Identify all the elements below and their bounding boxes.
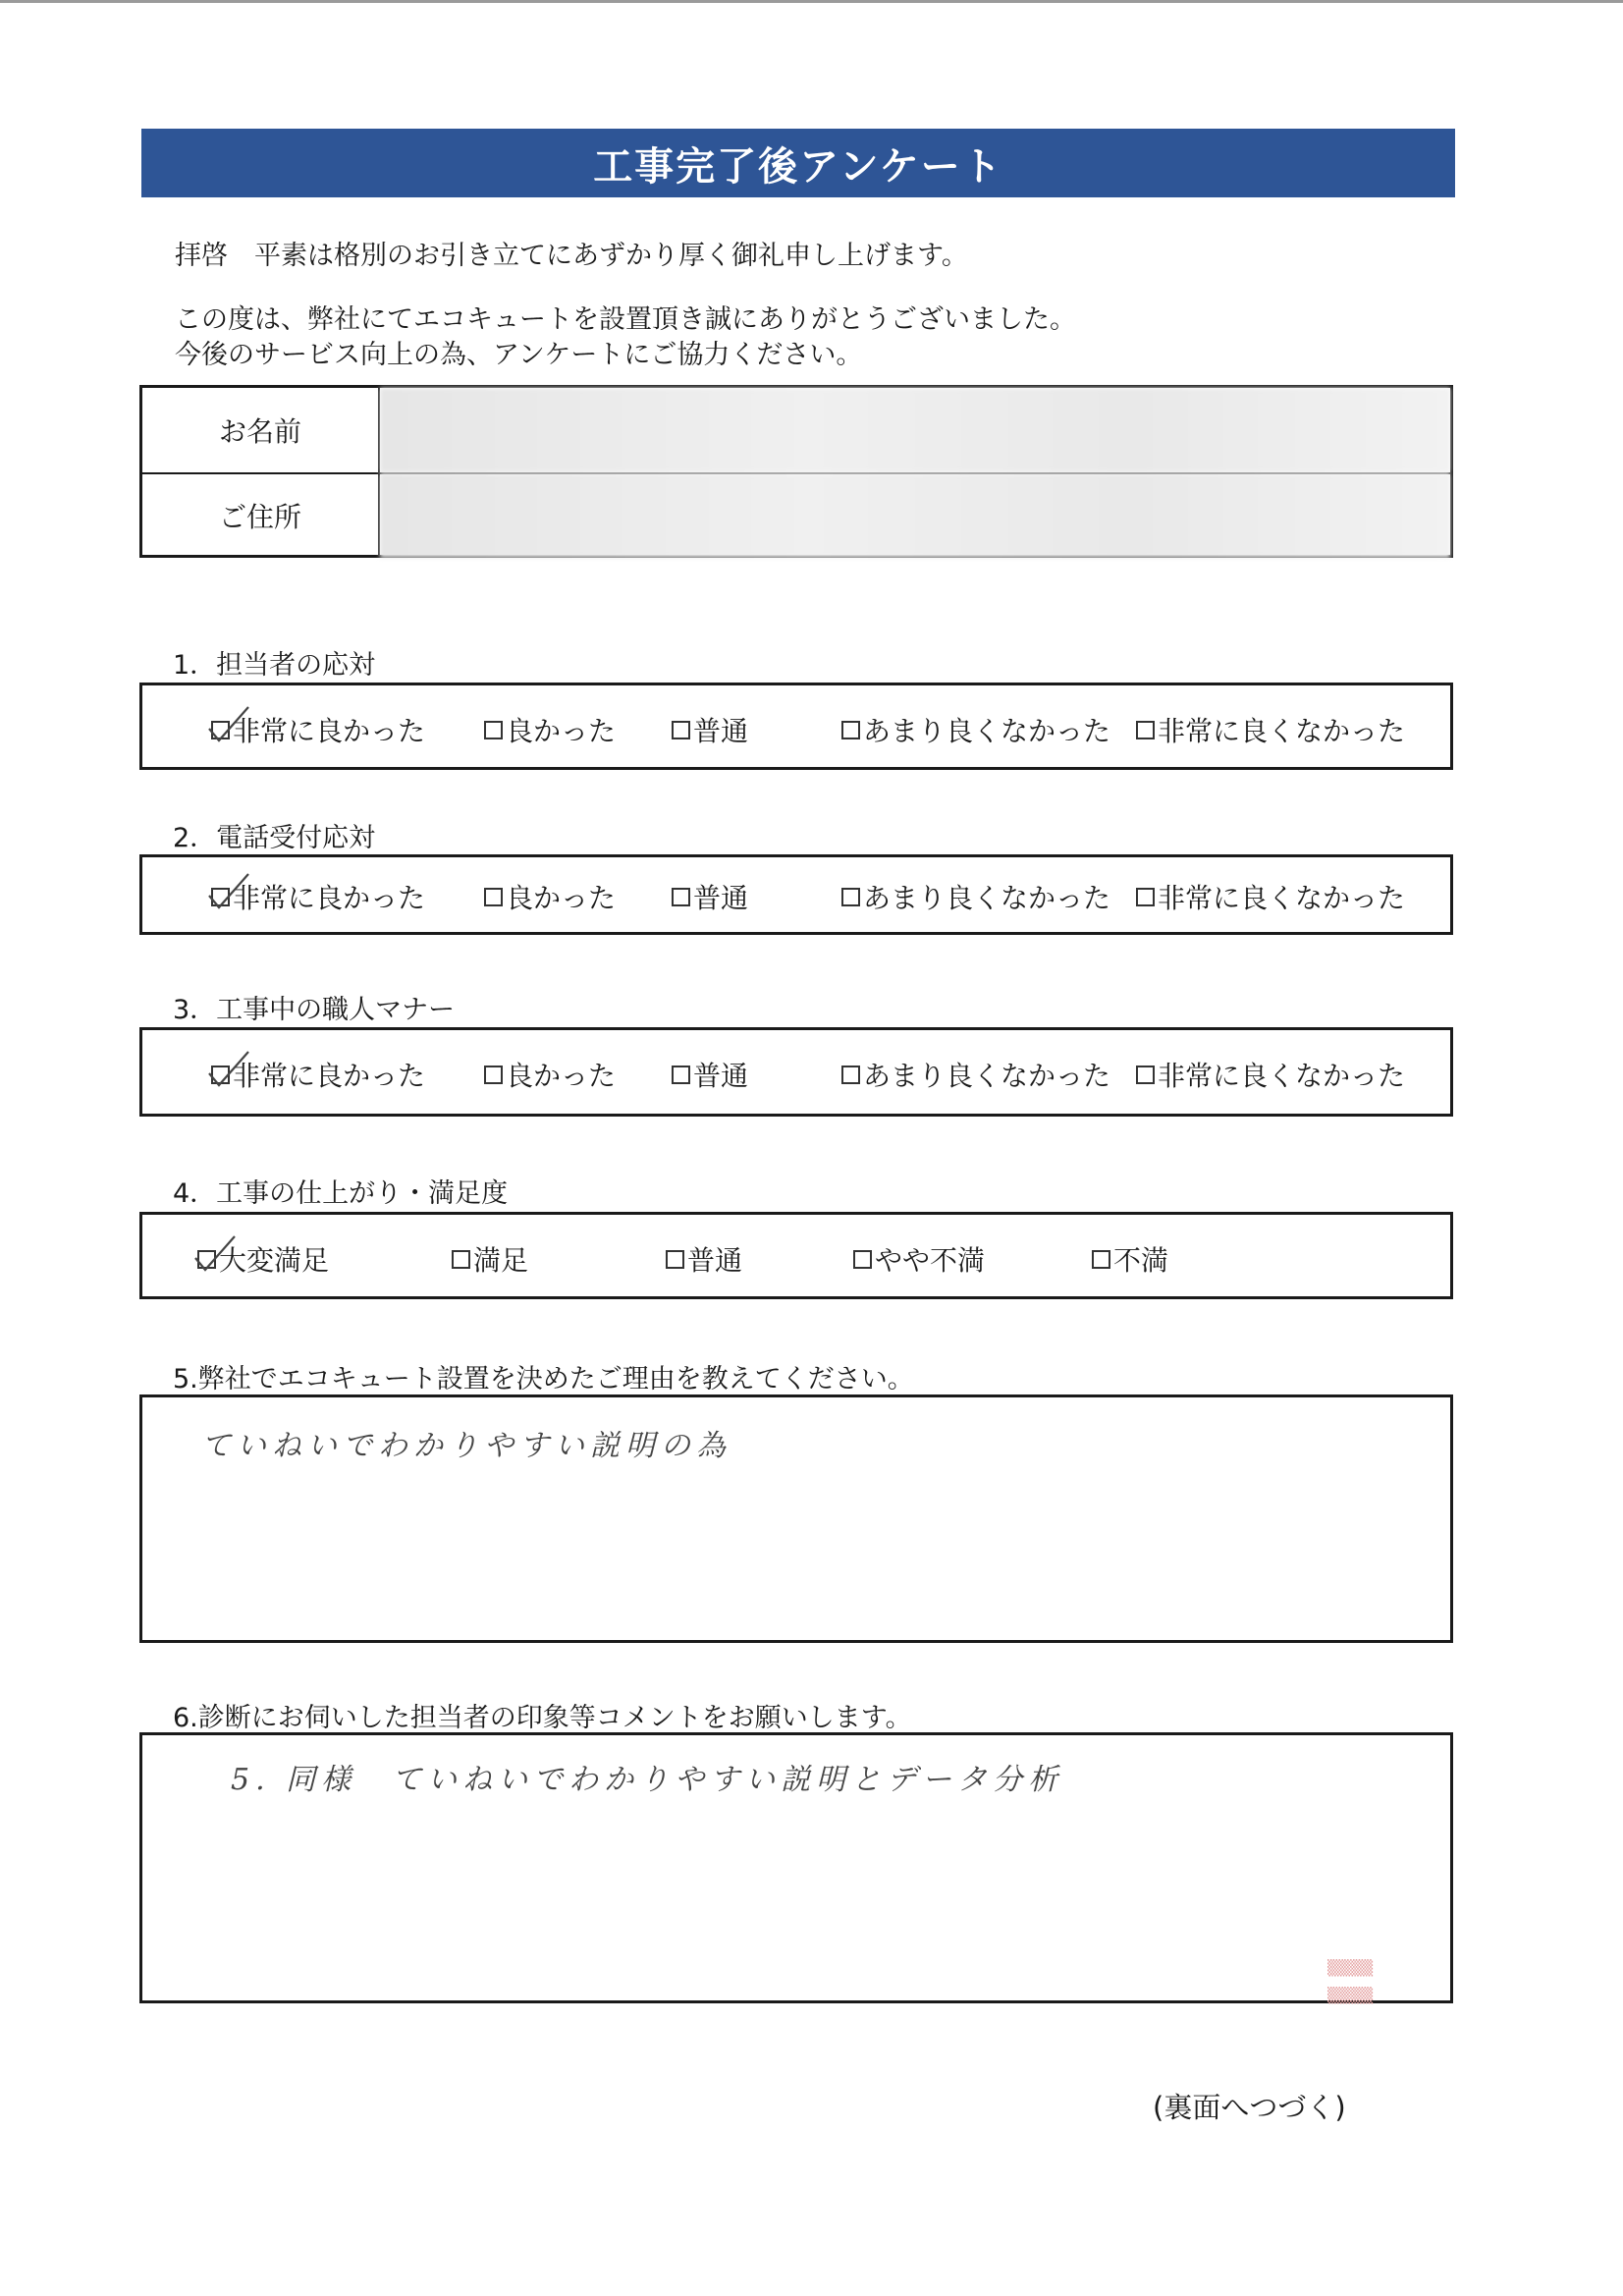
continue-on-back-note: (裏面へつづく) (1153, 2091, 1346, 2124)
checkbox-checked-icon[interactable] (197, 1250, 216, 1269)
q3-option-label: 非常に良くなかった (1158, 1060, 1406, 1092)
question-6-handwritten-answer: 5. 同様 ていねいでわかりやすい説明とデータ分析 (231, 1763, 1064, 1797)
question-2-title: 2．電話受付応対 (173, 823, 376, 853)
q1-option-normal[interactable] (672, 710, 748, 749)
checkbox-icon[interactable] (841, 1066, 860, 1084)
intro-greeting: 拝啓 平素は格別のお引き立てにあずかり厚く御礼申し上げます。 (175, 241, 968, 271)
question-4-title: 4．工事の仕上がり・満足度 (173, 1178, 509, 1209)
q3-option-good[interactable] (484, 1055, 616, 1094)
intro-thanks: この度は、弊社にてエコキュートを設置頂き誠にありがとうございました。 (175, 304, 1076, 335)
checkbox-checked-icon[interactable] (211, 1066, 230, 1084)
question-2-options (139, 854, 1453, 935)
q2-option-normal[interactable] (672, 877, 748, 916)
checkmark-icon (207, 870, 250, 913)
q3-option-label: 良かった (506, 1060, 617, 1092)
q2-option-not-good[interactable] (841, 877, 1110, 916)
name-label: お名前 (142, 388, 380, 472)
question-6-answer-box[interactable] (139, 1732, 1453, 2003)
checkbox-icon[interactable] (841, 888, 860, 906)
q2-option-label: 非常に良かった (233, 882, 426, 914)
scan-edge (0, 0, 1623, 3)
checkbox-icon[interactable] (484, 1066, 503, 1084)
checkbox-icon[interactable] (1092, 1250, 1110, 1269)
checkbox-icon[interactable] (1136, 888, 1155, 906)
question-1-options (139, 683, 1453, 770)
question-3-title: 3．工事中の職人マナー (173, 995, 456, 1025)
checkbox-icon[interactable] (841, 721, 860, 739)
q2-option-very-bad[interactable] (1136, 877, 1405, 916)
q4-option-label: 不満 (1113, 1244, 1169, 1277)
q2-option-very-good[interactable] (211, 877, 425, 916)
q3-option-normal[interactable] (672, 1055, 748, 1094)
q4-option-label: 普通 (687, 1244, 743, 1277)
customer-info-table (139, 385, 1453, 558)
q1-option-not-good[interactable] (841, 710, 1110, 749)
checkmark-icon (193, 1232, 237, 1276)
question-1-title: 1．担当者の応対 (173, 650, 376, 681)
q3-option-label: 非常に良かった (233, 1060, 426, 1092)
name-field-redacted (380, 388, 1450, 472)
address-field-redacted (380, 473, 1450, 558)
q2-option-label: あまり良くなかった (863, 882, 1111, 914)
q3-option-label: あまり良くなかった (863, 1060, 1111, 1092)
q2-option-label: 非常に良くなかった (1158, 882, 1406, 914)
faint-stamp: ▒▒▒▒ ▒▒▒▒ (1327, 1959, 1374, 2004)
checkbox-icon[interactable] (1136, 721, 1155, 739)
q4-option-very-satisfied[interactable] (197, 1239, 329, 1279)
q3-option-very-bad[interactable] (1136, 1055, 1405, 1094)
checkbox-icon[interactable] (853, 1250, 872, 1269)
checkbox-icon[interactable] (452, 1250, 470, 1269)
checkmark-icon (207, 1048, 250, 1091)
q4-option-label: 満足 (473, 1244, 529, 1277)
q1-option-label: あまり良くなかった (863, 715, 1111, 747)
question-4-options (139, 1212, 1453, 1299)
q1-option-good[interactable] (484, 710, 616, 749)
q2-option-good[interactable] (484, 877, 616, 916)
checkbox-icon[interactable] (484, 721, 503, 739)
q3-option-not-good[interactable] (841, 1055, 1110, 1094)
question-5-title: 5.弊社でエコキュート設置を決めたご理由を教えてください。 (173, 1364, 914, 1394)
checkbox-icon[interactable] (672, 888, 690, 906)
q4-option-dissatisfied[interactable] (1092, 1239, 1168, 1279)
question-6-title: 6.診断にお伺いした担当者の印象等コメントをお願いします。 (173, 1703, 912, 1733)
q2-option-label: 普通 (693, 882, 749, 914)
checkbox-checked-icon[interactable] (211, 888, 230, 906)
q2-option-label: 良かった (506, 882, 617, 914)
page-title-text: 工事完了後アンケート (593, 143, 1003, 190)
q4-option-slightly-dissatisfied[interactable] (853, 1239, 985, 1279)
intro-request: 今後のサービス向上の為、アンケートにご協力ください。 (175, 340, 863, 370)
checkbox-icon[interactable] (484, 888, 503, 906)
page-title (141, 129, 1455, 197)
q1-option-label: 非常に良かった (233, 715, 426, 747)
question-5-handwritten-answer: ていねいでわかりやすい説明の為 (201, 1429, 731, 1463)
question-5-answer-box[interactable] (139, 1394, 1453, 1643)
checkbox-icon[interactable] (672, 721, 690, 739)
question-3-options (139, 1027, 1453, 1117)
q3-option-label: 普通 (693, 1060, 749, 1092)
q3-option-very-good[interactable] (211, 1055, 425, 1094)
address-row (142, 473, 1450, 558)
checkbox-icon[interactable] (1136, 1066, 1155, 1084)
checkbox-checked-icon[interactable] (211, 721, 230, 739)
checkmark-icon (207, 703, 250, 746)
q4-option-normal[interactable] (666, 1239, 742, 1279)
q4-option-label: やや不満 (875, 1244, 986, 1277)
q1-option-very-bad[interactable] (1136, 710, 1405, 749)
q1-option-very-good[interactable] (211, 710, 425, 749)
q4-option-label: 大変満足 (219, 1244, 330, 1277)
address-label: ご住所 (142, 473, 380, 558)
q1-option-label: 普通 (693, 715, 749, 747)
q1-option-label: 非常に良くなかった (1158, 715, 1406, 747)
q1-option-label: 良かった (506, 715, 617, 747)
name-row (142, 388, 1450, 474)
checkbox-icon[interactable] (672, 1066, 690, 1084)
q4-option-satisfied[interactable] (452, 1239, 528, 1279)
checkbox-icon[interactable] (666, 1250, 684, 1269)
